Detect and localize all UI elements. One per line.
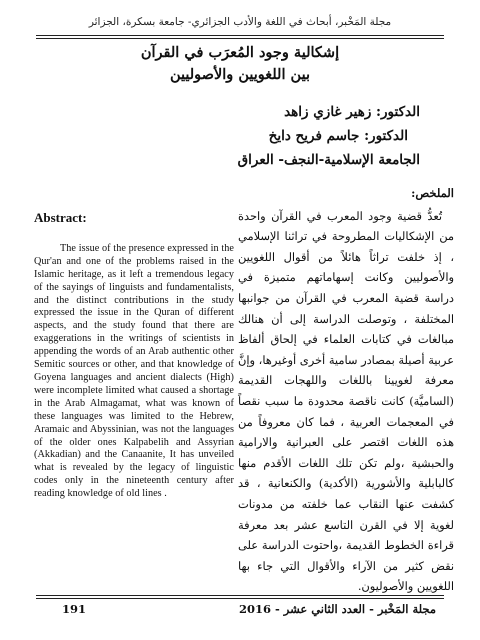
arabic-abstract-text: تُعدُّ قضية وجود المعرب في القرآن واحدة من الإشكاليات المطروحة في تراثنا الإسلامي ، إذ خلفت تراثاً هائلاً من أقوال اللغويين والأصوليين وكانت إسهاماتهم متميزة في دراسة قضية المعرب في القرآن من جوانبها المختلفة ، وتوصلت الدراسة إلى أن هنالك مبالغات في كتابات العلماء في إلحاق ألفاظ عربية أصيلة بمصادر سامية أخرى أوغيرها، وإنَّ معرفة لغويينا باللغات واللهجات القديمة (الساميَّة) كانت ناقصة محدودة ما سبب نقصاً في المعجمات العربية ، فما كان معروفاً من هذه اللغات اقتصر على العبرانية والارامية والحبشية ،ولم تكن تلك اللغات الأقدم منها كالبابلية والأشورية (الأكدية) والكنعانية ، قد كشفت عنها النقاب عما خلفته من مدونات لغوية إلا في القرن التاسع عشر بعد معرفة قراءة الخطوط القديمة ،واحتوت الدراسة على نقض كثير من الآراء والأقوال التي جاء بها اللغويين والأصوليون. bbox=[238, 208, 454, 594]
footer-rule bbox=[36, 595, 444, 599]
header-rule bbox=[36, 35, 444, 39]
footer-journal-issue: مجلة المَخْبر - العدد الثاني عشر - 2016 bbox=[238, 602, 436, 616]
english-abstract-heading: Abstract: bbox=[34, 210, 87, 225]
page-footer bbox=[62, 602, 436, 616]
english-abstract-text: The issue of the presence expressed in the Qur'an and one of the problems raised in the Islamic heritage, as it left a tremendous legacy of the sayings of linguists and fundamentalists, and the distinct contributions in the study expressed the issue in the Quran of different aspects, and the study found that there are exaggerations in the writings of scientists in appending the words of an Arab authentic other Semitic sources or other, and that knowledge of Goyena languages and ancient dialects (High) were incomplete limited what caused a shortage in the Arab Almagamat, what was known of these languages was limited to the Hebrew, Aramaic and Abyssinian, was not the languages of the older ones Kalpabelih and Assyrian (Akkadian) and the Canaanite, It has unveiled what is revealed by the legacy of linguistic codes only in the nineteenth century after reading knowledge of old lines . bbox=[34, 242, 234, 500]
article-title bbox=[0, 42, 480, 86]
author-2: الدكتور: جاسم فريح دايخ bbox=[268, 128, 408, 144]
title-line-2: بين اللغويين والأصوليين bbox=[169, 66, 311, 83]
page-number: 191 bbox=[62, 602, 87, 616]
arabic-abstract bbox=[238, 183, 454, 597]
title-line-1: إشكالية وجود المُعرَب في القرآن bbox=[140, 44, 340, 61]
author-affiliation: الجامعة الإسلامية-النجف- العراق bbox=[237, 152, 420, 168]
author-1: الدكتور: زهير غازي زاهد bbox=[284, 104, 420, 120]
author-block bbox=[238, 100, 420, 172]
arabic-abstract-heading: الملخص: bbox=[411, 186, 454, 200]
running-header: مجلة المَخْبر، أبحاث في اللغة والأدب الجزائري- جامعة بسكرة، الجزائر bbox=[88, 16, 392, 28]
english-abstract bbox=[34, 212, 234, 501]
